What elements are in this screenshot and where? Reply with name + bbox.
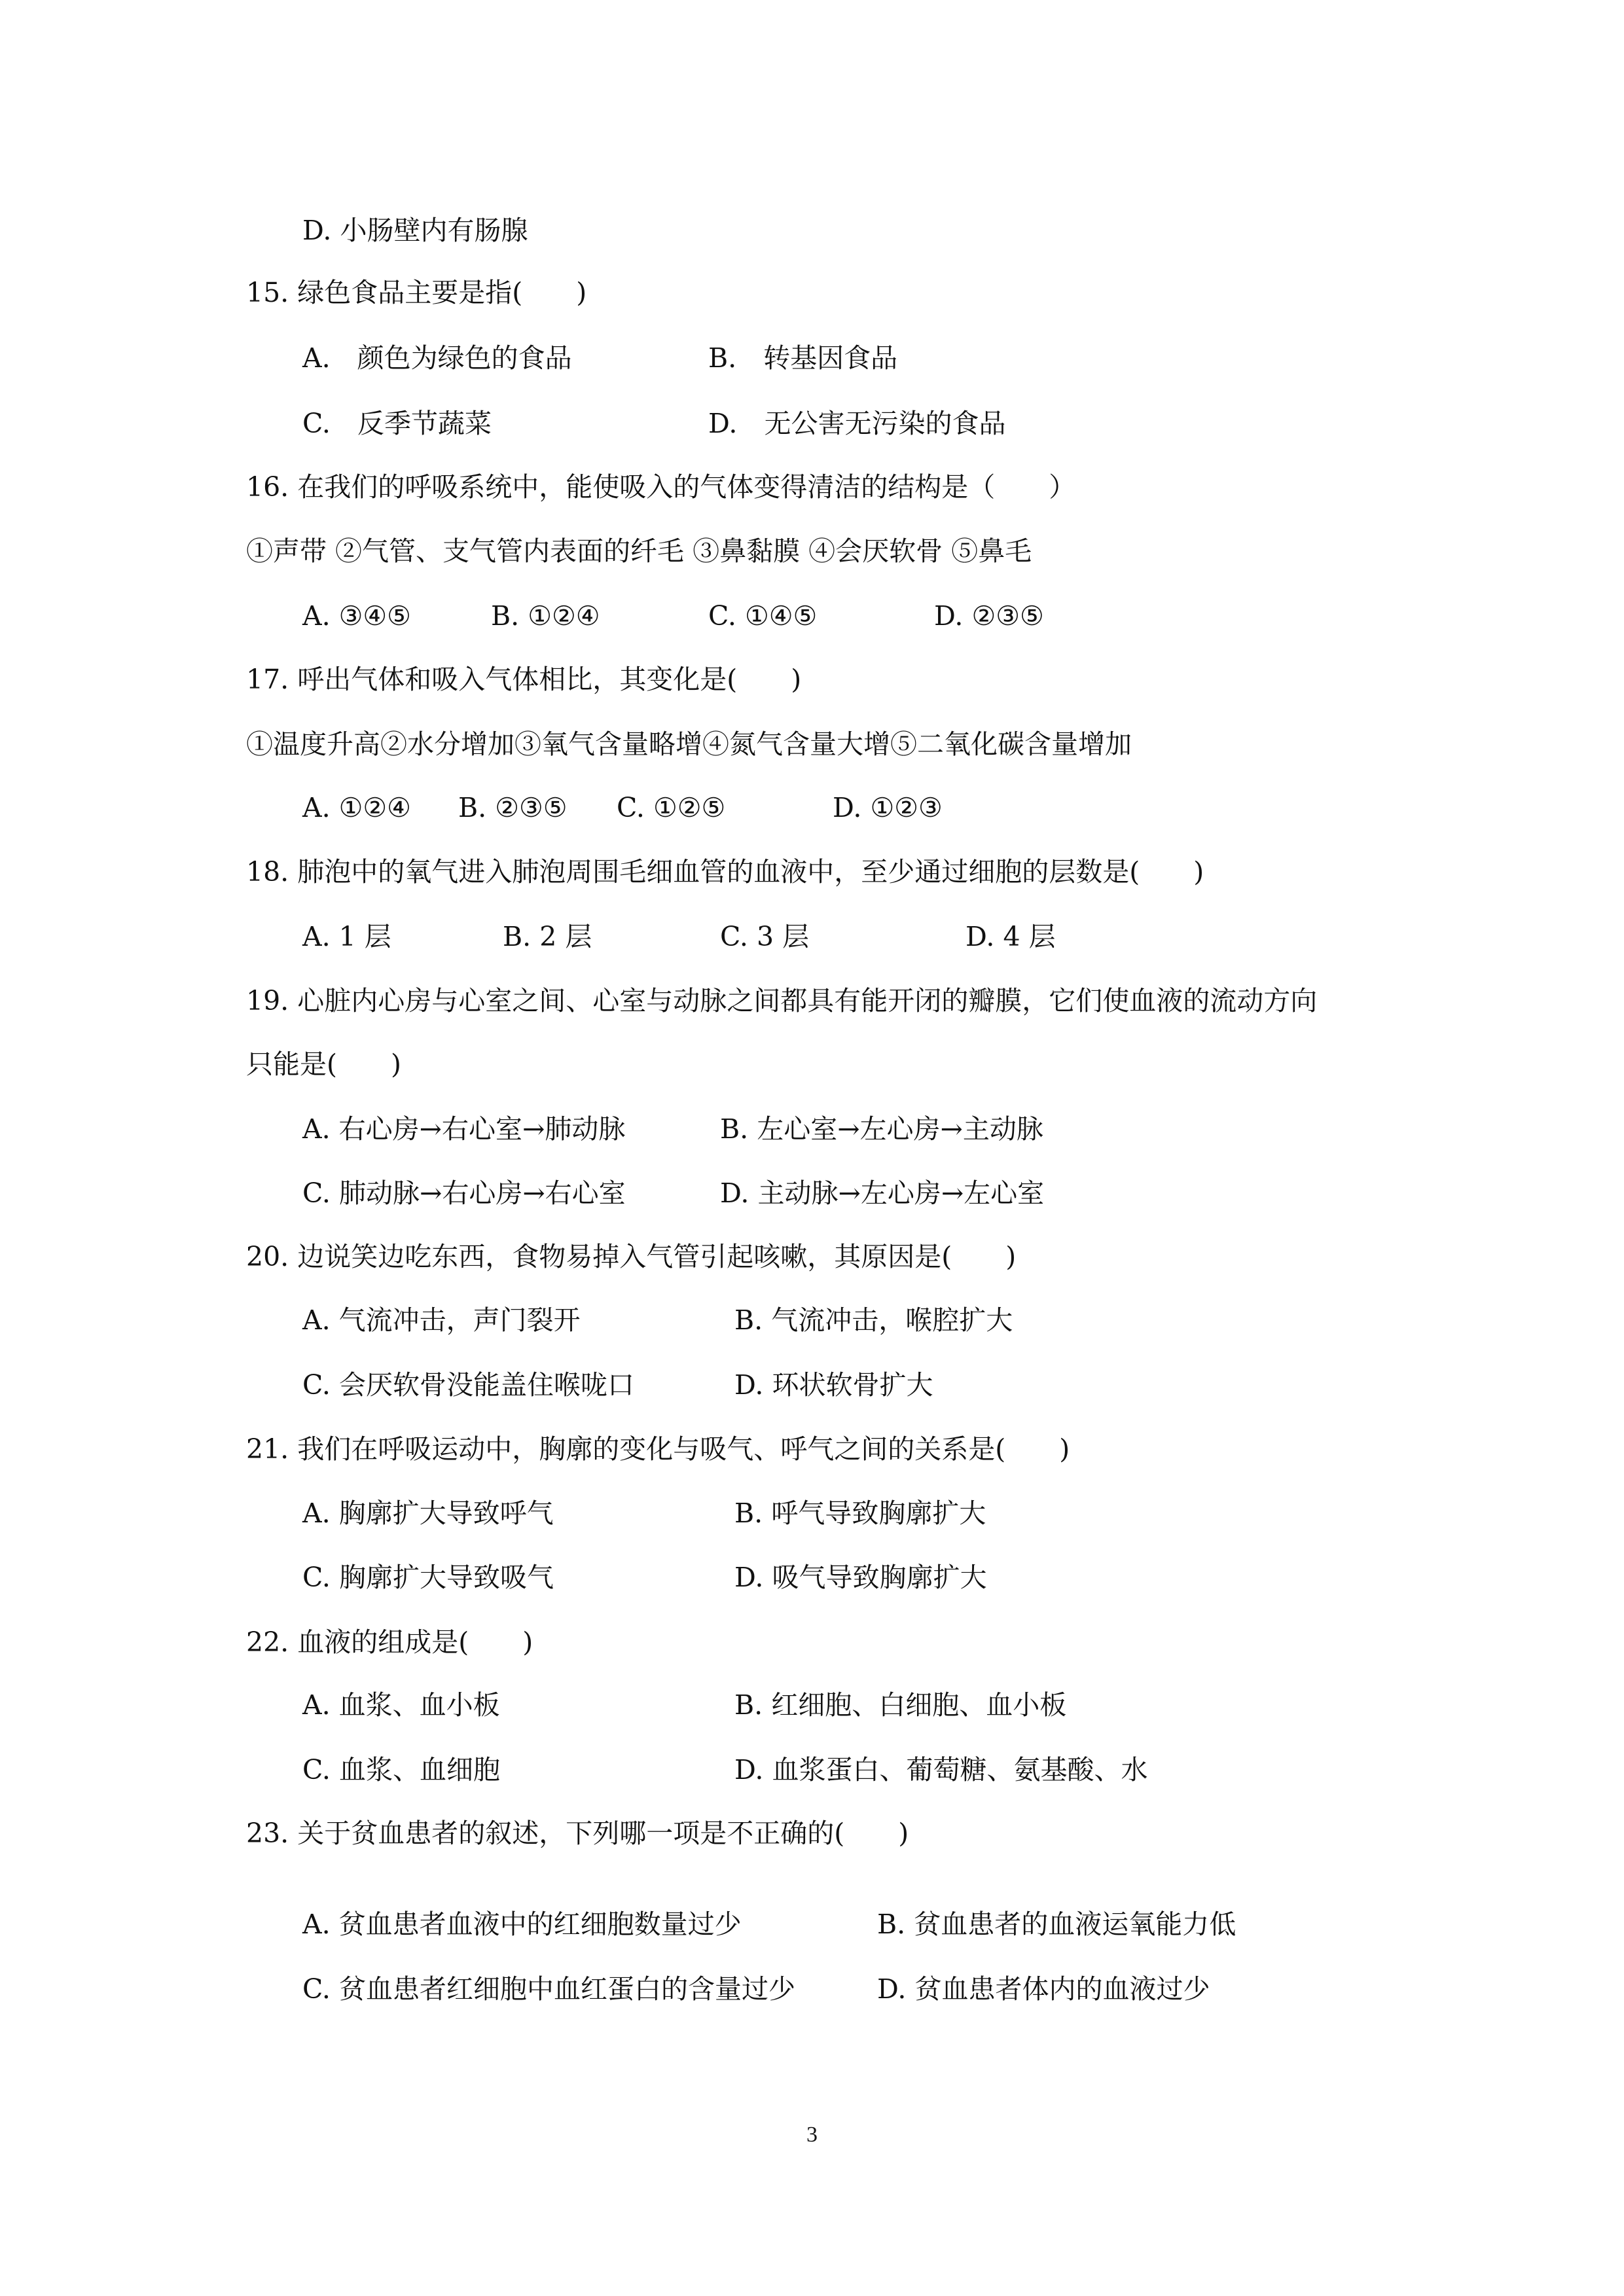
q16-stem: 16. 在我们的呼吸系统中，能使吸入的气体变得清洁的结构是（ ） (246, 471, 1076, 503)
q15-option-a: A. 颜色为绿色的食品 (302, 342, 572, 374)
q20-option-b: B. 气流冲击，喉腔扩大 (734, 1304, 1013, 1336)
q21-stem: 21. 我们在呼吸运动中，胸廓的变化与吸气、呼气之间的关系是( ) (246, 1433, 1070, 1465)
q22-option-d: D. 血浆蛋白、葡萄糖、氨基酸、水 (734, 1754, 1148, 1785)
q15-stem: 15. 绿色食品主要是指( ) (246, 277, 587, 308)
q19-option-b: B. 左心室→左心房→主动脉 (720, 1113, 1043, 1145)
q16-option-b: B. ①②④ (491, 600, 600, 632)
q22-option-c: C. 血浆、血细胞 (302, 1754, 500, 1785)
q21-option-c: C. 胸廓扩大导致吸气 (302, 1562, 554, 1593)
q16-option-c: C. ①④⑤ (708, 600, 818, 632)
q18-option-c: C. 3 层 (720, 921, 810, 952)
q15-option-b: B. 转基因食品 (708, 342, 898, 374)
q20-stem: 20. 边说笑边吃东西，食物易掉入气管引起咳嗽，其原因是( ) (246, 1241, 1017, 1272)
q22-option-b: B. 红细胞、白细胞、血小板 (734, 1689, 1067, 1721)
q22-stem: 22. 血液的组成是( ) (246, 1626, 533, 1658)
q15-option-c: C. 反季节蔬菜 (302, 408, 492, 439)
q21-option-b: B. 呼气导致胸廓扩大 (734, 1498, 986, 1529)
q19-option-d: D. 主动脉→左心房→左心室 (720, 1177, 1045, 1209)
q20-option-c: C. 会厌软骨没能盖住喉咙口 (302, 1369, 634, 1401)
q17-stem: 17. 呼出气体和吸入气体相比，其变化是( ) (246, 664, 802, 695)
q17-option-a: A. ①②④ (302, 792, 411, 823)
page-number: 3 (806, 2123, 818, 2147)
q21-option-a: A. 胸廓扩大导致呼气 (302, 1498, 554, 1529)
q14-option-d: D. 小肠壁内有肠腺 (302, 215, 528, 246)
q23-option-d: D. 贫血患者体内的血液过少 (877, 1973, 1210, 2005)
q18-option-b: B. 2 层 (503, 921, 592, 952)
q18-stem: 18. 肺泡中的氧气进入肺泡周围毛细血管的血液中，至少通过细胞的层数是( ) (246, 856, 1204, 888)
q20-option-a: A. 气流冲击，声门裂开 (302, 1304, 581, 1336)
q23-option-c: C. 贫血患者红细胞中血红蛋白的含量过少 (302, 1973, 795, 2005)
q19-option-a: A. 右心房→右心室→肺动脉 (302, 1113, 626, 1145)
q17-choices: ①温度升高②水分增加③氧气含量略增④氮气含量大增⑤二氧化碳含量增加 (246, 728, 1132, 760)
q18-option-d: D. 4 层 (965, 921, 1056, 952)
q23-option-a: A. 贫血患者血液中的红细胞数量过少 (302, 1909, 742, 1940)
q20-option-d: D. 环状软骨扩大 (734, 1369, 933, 1401)
q16-option-a: A. ③④⑤ (302, 600, 411, 632)
q19-stem: 19. 心脏内心房与心室之间、心室与动脉之间都具有能开闭的瓣膜，它们使血液的流动方向 (246, 985, 1318, 1016)
q19-stem-continued: 只能是( ) (246, 1049, 401, 1080)
q23-option-b: B. 贫血患者的血液运氧能力低 (877, 1909, 1236, 1940)
q17-option-d: D. ①②③ (833, 792, 943, 823)
q19-option-c: C. 肺动脉→右心房→右心室 (302, 1177, 626, 1209)
q23-stem: 23. 关于贫血患者的叙述，下列哪一项是不正确的( ) (246, 1818, 909, 1849)
q15-option-d: D. 无公害无污染的食品 (708, 408, 1006, 439)
q22-option-a: A. 血浆、血小板 (302, 1689, 500, 1721)
q16-choices: ①声带 ②气管、支气管内表面的纤毛 ③鼻黏膜 ④会厌软骨 ⑤鼻毛 (246, 535, 1032, 567)
q18-option-a: A. 1 层 (302, 921, 391, 952)
q21-option-d: D. 吸气导致胸廓扩大 (734, 1562, 987, 1593)
q17-option-b: B. ②③⑤ (458, 792, 568, 823)
q16-option-d: D. ②③⑤ (934, 600, 1044, 632)
q17-option-c: C. ①②⑤ (617, 792, 726, 823)
